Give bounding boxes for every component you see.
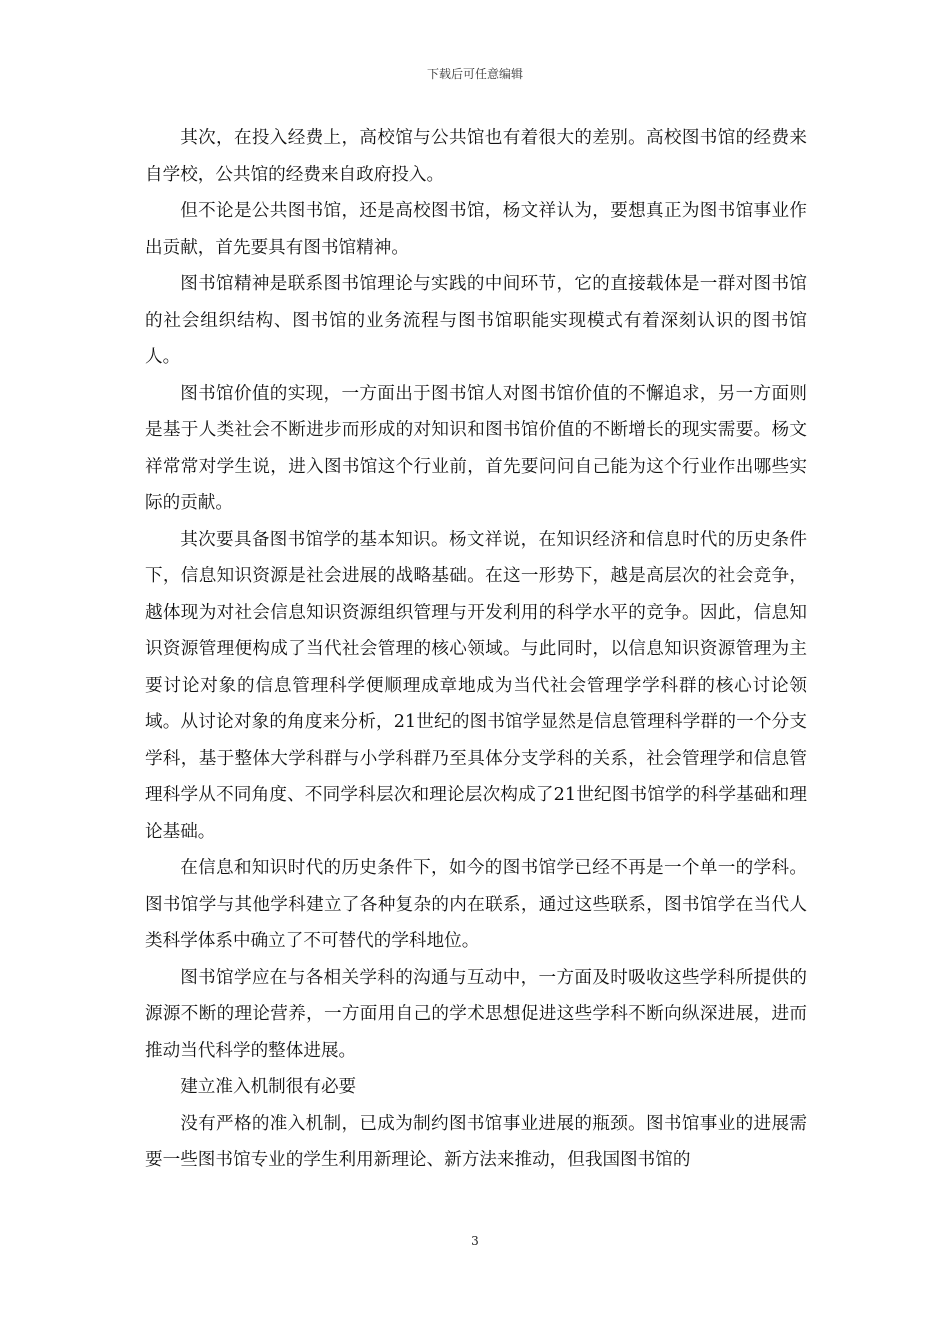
paragraph: 图书馆精神是联系图书馆理论与实践的中间环节，它的直接载体是一群对图书馆的社会组织结构、图书馆的业务流程与图书馆职能实现模式有着深刻认识的图书馆人。	[145, 274, 807, 367]
paragraph: 其次，在投入经费上，高校馆与公共馆也有着很大的差别。高校图书馆的经费来自学校，公共馆的经费来自政府投入。	[145, 128, 807, 185]
section-heading: 建立准入机制很有必要	[180, 1077, 357, 1097]
paragraph: 但不论是公共图书馆，还是高校图书馆，杨文祥认为，要想真正为图书馆事业作出贡献，首先要具有图书馆精神。	[145, 201, 807, 258]
paragraph: 图书馆学应在与各相关学科的沟通与互动中，一方面及时吸收这些学科所提供的源源不断的理论营养，一方面用自己的学术思想促进这些学科不断向纵深进展，进而推动当代科学的整体进展。	[145, 967, 807, 1061]
paragraph: 没有严格的准入机制，已成为制约图书馆事业进展的瓶颈。图书馆事业的进展需要一些图书馆专业的学生利用新理论、新方法来推动，但我国图书馆的	[145, 1113, 807, 1170]
paragraph: 其次要具备图书馆学的基本知识。杨文祥说，在知识经济和信息时代的历史条件下，信息知识资源是社会进展的战略基础。在这一形势下，越是高层次的社会竞争，越体现为对社会信息知识资源组织管理与开发利用的科学水平的竞争。因此，信息知识资源管理便构成了当代社会管理的核心领域。与此同时，以信息知识资源管理为主要讨论对象的信息管理科学便顺理成章地成为当代社会管理学学科群的核心讨论领域。从讨论对象的角度来分析，21世纪的图书馆学显然是信息管理科学群的一个分支学科，基于整体大学科群与小学科群乃至具体分支学科的关系，社会管理学和信息管理科学从不同角度、不同学科层次和理论层次构成了21世纪图书馆学的科学基础和理论基础。	[145, 529, 807, 842]
paragraph: 在信息和知识时代的历史条件下，如今的图书馆学已经不再是一个单一的学科。图书馆学与其他学科建立了各种复杂的内在联系，通过这些联系，图书馆学在当代人类科学体系中确立了不可替代的学科地位。	[145, 858, 807, 951]
paragraph: 图书馆价值的实现，一方面出于图书馆人对图书馆价值的不懈追求，另一方面则是基于人类社会不断进步而形成的对知识和图书馆价值的不断增长的现实需要。杨文祥常常对学生说，进入图书馆这个行业前，首先要问问自己能为这个行业作出哪些实际的贡献。	[145, 383, 807, 513]
page-header: 下载后可任意编辑	[426, 67, 523, 81]
page-number: 3	[471, 1234, 479, 1248]
document-body	[145, 120, 807, 1179]
